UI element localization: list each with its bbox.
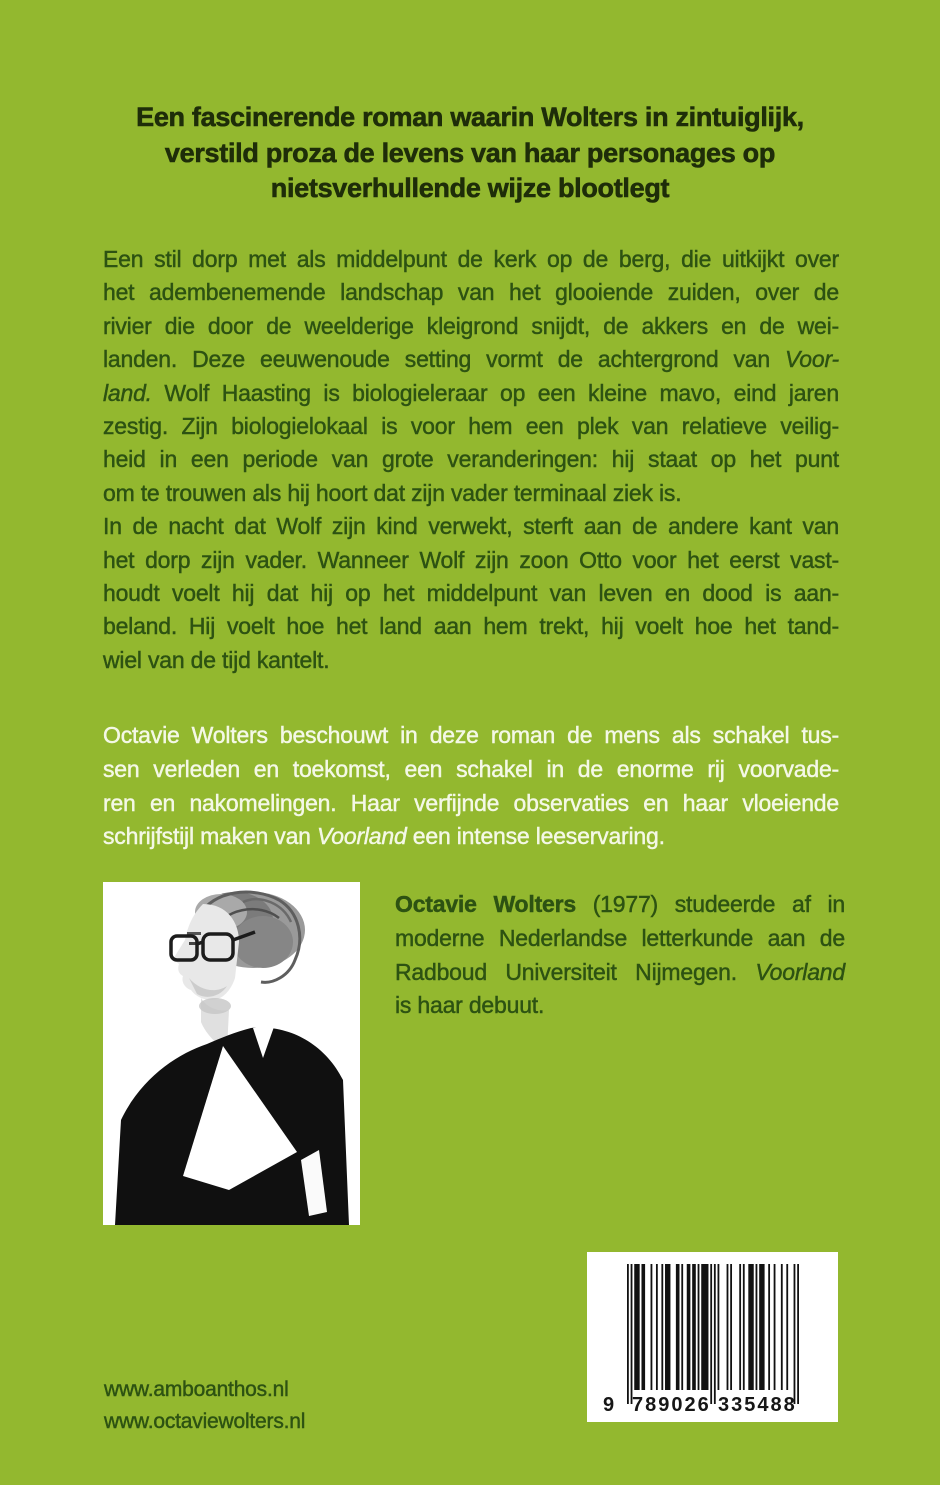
barcode-bar bbox=[661, 1264, 663, 1390]
barcode-bar bbox=[743, 1264, 745, 1390]
barcode-bar bbox=[631, 1264, 633, 1404]
author-website-url: www.octaviewolters.nl bbox=[104, 1409, 306, 1433]
barcode-bar bbox=[641, 1264, 645, 1390]
text-line: In de nacht dat Wolf zijn kind verwekt, sterft aan de andere kant van bbox=[103, 513, 839, 540]
text-line: Octavie Wolters beschouwt in deze roman de mens als schakel tus- bbox=[103, 722, 839, 748]
barcode-digit-group: 335488 bbox=[718, 1394, 797, 1416]
text-line: ren en nakomelingen. Haar verfijnde observaties en haar vloeiende bbox=[103, 789, 839, 816]
barcode-bar bbox=[676, 1264, 680, 1390]
barcode-bar bbox=[781, 1264, 783, 1390]
barcode-bar bbox=[759, 1264, 764, 1390]
barcode-bar bbox=[786, 1264, 788, 1390]
barcode-bar bbox=[797, 1264, 799, 1404]
text-line: schrijfstijl maken van Voorland een intense leeservaring. bbox=[103, 823, 665, 850]
website-links bbox=[104, 1374, 305, 1437]
text-line: het adembenemende landschap van het glooiende zuiden, over de bbox=[103, 279, 839, 306]
barcode-bar bbox=[634, 1264, 639, 1390]
barcode-bar bbox=[710, 1264, 712, 1404]
barcode-bar bbox=[727, 1264, 729, 1390]
review-quote-headline bbox=[90, 100, 850, 207]
barcode-bar bbox=[681, 1264, 683, 1390]
barcode-bar bbox=[714, 1264, 716, 1404]
barcode-bar bbox=[627, 1264, 629, 1404]
text-line: zestig. Zijn biologielokaal is voor hem een plek van relatieve veilig- bbox=[103, 413, 839, 440]
author-portrait-image bbox=[103, 882, 360, 1225]
text-line: houdt voelt hij dat hij op het middelpunt van leven en dood is aan- bbox=[103, 580, 839, 607]
barcode-bar bbox=[687, 1264, 691, 1390]
barcode-bars bbox=[587, 1252, 838, 1422]
isbn-barcode bbox=[587, 1252, 838, 1422]
text-line: land. Wolf Haasting is biologieleraar op een kleine mavo, eind jaren bbox=[103, 379, 839, 406]
barcode-bar bbox=[756, 1264, 758, 1390]
barcode-bar bbox=[748, 1264, 753, 1390]
barcode-bar bbox=[701, 1264, 708, 1390]
barcode-bar bbox=[794, 1264, 796, 1404]
text-line: moderne Nederlandse letterkunde aan de bbox=[395, 924, 845, 951]
barcode-bar bbox=[774, 1264, 776, 1390]
text-line: wiel van de tijd kantelt. bbox=[103, 646, 330, 673]
publisher-note-paragraph bbox=[103, 719, 839, 854]
barcode-bar bbox=[692, 1264, 696, 1390]
barcode-bar bbox=[718, 1264, 720, 1390]
text-line: rivier die door de weelderige kleigrond snijdt, de akkers en de wei- bbox=[103, 312, 839, 339]
text-line: verstild proza de levens van haar personages op bbox=[164, 137, 776, 168]
barcode-bar bbox=[698, 1264, 700, 1390]
barcode-bar bbox=[665, 1264, 670, 1390]
text-line: Een stil dorp met als middelpunt de kerk op de berg, die uitkijkt over bbox=[103, 246, 839, 272]
text-line: landen. Deze eeuwenoude setting vormt de achtergrond van Voor- bbox=[103, 346, 839, 373]
author-photo bbox=[103, 882, 360, 1225]
text-line: om te trouwen als hij hoort dat zijn vader terminaal ziek is. bbox=[103, 479, 682, 506]
barcode-bar bbox=[730, 1264, 732, 1390]
author-bio-paragraph bbox=[395, 888, 845, 1023]
synopsis-paragraph bbox=[103, 243, 839, 677]
barcode-bar bbox=[651, 1264, 653, 1390]
text-line: Radboud Universiteit Nijmegen. Voorland bbox=[395, 958, 845, 985]
text-line: het dorp zijn vader. Wanneer Wolf zijn zoon Otto voor het eerst vast- bbox=[103, 546, 839, 573]
text-line: beland. Hij voelt hoe het land aan hem trekt, hij voelt hoe het tand- bbox=[103, 613, 839, 640]
barcode-bar bbox=[768, 1264, 770, 1390]
barcode-digit-group: 789026 bbox=[632, 1394, 711, 1416]
barcode-digit-group: 9 bbox=[603, 1394, 617, 1416]
text-line: sen verleden en toekomst, een schakel in de enorme rij voorvade- bbox=[103, 755, 839, 782]
publisher-website-url: www.amboanthos.nl bbox=[104, 1378, 289, 1401]
barcode-bar bbox=[656, 1264, 658, 1390]
text-line: Een fascinerende roman waarin Wolters in zintuiglijk, bbox=[136, 102, 804, 132]
text-line: Octavie Wolters (1977) studeerde af in bbox=[395, 891, 846, 917]
text-line: nietsverhullende wijze blootlegt bbox=[270, 173, 670, 203]
barcode-bar bbox=[739, 1264, 741, 1390]
text-line: is haar debuut. bbox=[395, 992, 545, 1019]
text-line: heid in een periode van grote veranderingen: hij staat op het punt bbox=[103, 446, 839, 473]
